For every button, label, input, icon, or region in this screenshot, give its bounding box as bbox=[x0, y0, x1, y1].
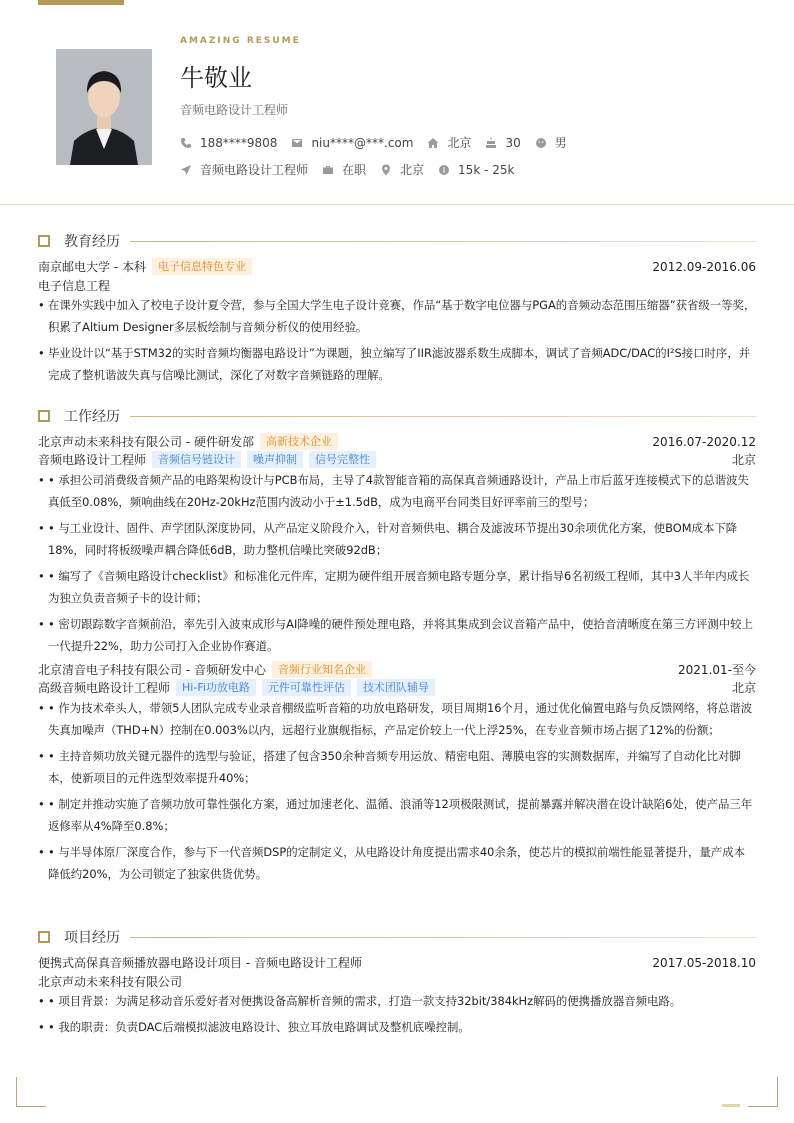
job-city: 北京 bbox=[731, 453, 756, 467]
project-name: 便携式高保真音频播放器电路设计项目 - 音频电路设计工程师 bbox=[38, 956, 362, 970]
education-date: 2012.09-2016.06 bbox=[652, 259, 756, 274]
section-work bbox=[38, 406, 756, 426]
home-text: 北京 bbox=[447, 136, 472, 150]
section-title: 教育经历 bbox=[64, 234, 120, 250]
skill-tag: 技术团队辅导 bbox=[357, 679, 435, 696]
salary-info bbox=[438, 163, 514, 177]
job-2-bullets bbox=[38, 697, 756, 889]
list-item: • • 我的职责：负责DAC后端模拟滤波电路设计、独立耳放电路调试及整机底噪控制。 bbox=[38, 1016, 756, 1038]
phone-text: 188****9808 bbox=[200, 135, 278, 150]
page-mark bbox=[722, 1104, 740, 1107]
list-item: • • 编写了《音频电路设计checklist》和标准化元件库，定期为硬件组开展音频电路专题分享，累计指导6名初级工程师，其中3人半年内成长为独立负责音频子卡的设计师； bbox=[38, 565, 756, 609]
list-item: • • 与工业设计、固件、声学团队深度协同，从产品定义阶段介入，针对音频供电、耦合及滤波环节提出30余项优化方案，使BOM成本下降18%，同时将板级噪声耦合降低6dB，助力整机信噪比突破92dB； bbox=[38, 517, 756, 561]
status-info bbox=[322, 161, 366, 178]
list-item: • • 主持音频功放关键元器件的选型与验证，搭建了包含350余种音频专用运放、精密电阻、薄膜电容的实测数据库，并编写了自动化比对脚本，使新项目的元件选型效率提升40%； bbox=[38, 745, 756, 789]
briefcase-icon bbox=[322, 164, 334, 176]
position-info bbox=[180, 161, 308, 178]
project-header-row bbox=[38, 954, 756, 971]
location-icon bbox=[380, 164, 392, 176]
gender-info bbox=[535, 134, 567, 151]
section-title: 工作经历 bbox=[64, 409, 120, 425]
section-line bbox=[130, 937, 756, 938]
email-info bbox=[291, 136, 413, 150]
corner-decoration-right bbox=[748, 1077, 778, 1107]
person-portrait-image bbox=[56, 49, 152, 165]
money-icon bbox=[438, 164, 450, 176]
list-item: • • 承担公司消费级音频产品的电路架构设计与PCB布局，主导了4款智能音箱的高保真音频通路设计，产品上市后蓝牙连接模式下的总谐波失真低至0.08%，频响曲线在20Hz-20kHz范围内波动小于±1.5dB，成为电商平台同类目好评率前三的型号； bbox=[38, 469, 756, 513]
section-education bbox=[38, 231, 756, 251]
list-item: • 毕业设计以“基于STM32的实时音频均衡器电路设计”为课题，独立编写了IIR滤波器系数生成脚本，调试了音频ADC/DAC的I²S接口时序，并完成了整机谐波失真与信噪比测试，深化了对数字音频链路的理解。 bbox=[38, 342, 756, 386]
section-title: 项目经历 bbox=[64, 930, 120, 946]
header-divider bbox=[0, 204, 794, 205]
list-item: • • 密切跟踪数字音频前沿，率先引入波束成形与AI降噪的硬件预处理电路，并将其集成到会议音箱产品中，使拾音清晰度在第三方评测中较上一代提升22%，助力公司打入企业协作赛道。 bbox=[38, 613, 756, 657]
job-date: 2016.07-2020.12 bbox=[652, 434, 756, 449]
candidate-title: 音频电路设计工程师 bbox=[180, 103, 289, 117]
section-square-icon bbox=[38, 235, 50, 247]
gender-text: 男 bbox=[554, 136, 567, 150]
candidate-name: 牛敬业 bbox=[180, 64, 252, 92]
skill-tag: 信号完整性 bbox=[309, 451, 376, 468]
job-2-header-row bbox=[38, 661, 756, 678]
company-tag: 高新技术企业 bbox=[260, 433, 338, 450]
skill-tag: 元件可靠性评估 bbox=[262, 679, 351, 696]
list-item: • 在课外实践中加入了校电子设计夏令营，参与全国大学生电子设计竞赛，作品“基于数字电位器与PGA的音频动态范围压缩器”获省级一等奖，积累了Altium Designer多层板绘制与音频分析仪的使用经验。 bbox=[38, 294, 756, 338]
home-info bbox=[427, 134, 471, 151]
cake-icon bbox=[485, 137, 497, 149]
job-1-role-row bbox=[38, 451, 756, 468]
resume-tagline: AMAZING RESUME bbox=[180, 36, 301, 46]
send-icon bbox=[180, 164, 192, 176]
section-square-icon bbox=[38, 410, 50, 422]
job-2-role-row bbox=[38, 679, 756, 696]
age-info bbox=[485, 136, 520, 150]
job-date: 2021.01-至今 bbox=[678, 663, 756, 677]
school-tag: 电子信息特色专业 bbox=[152, 258, 252, 275]
phone-info bbox=[180, 136, 277, 150]
list-item: • • 作为技术牵头人，带领5人团队完成专业录音棚级监听音箱的功放电路研发，项目周期16个月，通过优化偏置电路与负反馈网络，将总谐波失真加噪声（THD+N）控制在0.003%以内，远超行业旗舰指标，产品定价较上一代上浮25%，在专业音频市场占据了12%的份额； bbox=[38, 697, 756, 741]
project-bullets bbox=[38, 990, 756, 1042]
company-name: 北京声动未来科技有限公司 - 硬件研发部 bbox=[38, 435, 254, 449]
education-bullets bbox=[38, 294, 756, 390]
job-1-bullets bbox=[38, 469, 756, 661]
age-text: 30 bbox=[505, 135, 521, 150]
skill-tag: 音频信号链设计 bbox=[152, 451, 241, 468]
city-info bbox=[380, 161, 424, 178]
section-line bbox=[130, 416, 756, 417]
skill-tag: Hi-Fi功放电路 bbox=[176, 679, 256, 696]
contact-info-row bbox=[180, 134, 581, 151]
email-text: niu****@***.com bbox=[311, 135, 414, 150]
education-header-row bbox=[38, 258, 756, 275]
list-item: • • 制定并推动实施了音频功放可靠性强化方案，通过加速老化、温循、浪涌等12项极限测试，提前暴露并解决潜在设计缺陷6处，使产品三年返修率从4%降至0.8%； bbox=[38, 793, 756, 837]
profile-photo bbox=[56, 49, 152, 165]
status-text: 在职 bbox=[342, 163, 367, 177]
section-projects bbox=[38, 927, 756, 947]
company-name: 北京清音电子科技有限公司 - 音频研发中心 bbox=[38, 663, 266, 677]
project-date: 2017.05-2018.10 bbox=[652, 955, 756, 970]
job-1-header-row bbox=[38, 433, 756, 450]
skill-tag: 噪声抑制 bbox=[247, 451, 303, 468]
mail-icon bbox=[291, 137, 303, 149]
company-tag: 音频行业知名企业 bbox=[272, 661, 372, 678]
list-item: • • 项目背景：为满足移动音乐爱好者对便携设备高解析音频的需求，打造一款支持32bit/384kHz解码的便携播放器音频电路。 bbox=[38, 990, 756, 1012]
list-item: • • 与半导体原厂深度合作，参与下一代音频DSP的定制定义，从电路设计角度提出需求40余条，使芯片的模拟前端性能显著提升，量产成本降低约20%，为公司锁定了独家供货优势。 bbox=[38, 841, 756, 885]
home-icon bbox=[427, 137, 439, 149]
salary-text: 15k - 25k bbox=[458, 162, 515, 177]
job-role: 高级音频电路设计工程师 bbox=[38, 681, 171, 695]
section-square-icon bbox=[38, 931, 50, 943]
intent-info-row bbox=[180, 161, 528, 178]
education-major: 电子信息工程 bbox=[38, 279, 111, 293]
school-name: 南京邮电大学 - 本科 bbox=[38, 260, 146, 274]
position-text: 音频电路设计工程师 bbox=[200, 163, 309, 177]
project-company: 北京声动未来科技有限公司 bbox=[38, 975, 183, 989]
job-city: 北京 bbox=[731, 681, 756, 695]
top-accent-bar bbox=[38, 0, 124, 5]
gender-icon bbox=[535, 137, 547, 149]
corner-decoration-left bbox=[16, 1077, 46, 1107]
job-role: 音频电路设计工程师 bbox=[38, 453, 147, 467]
phone-icon bbox=[180, 137, 192, 149]
section-line bbox=[130, 241, 756, 242]
city-text: 北京 bbox=[400, 163, 425, 177]
